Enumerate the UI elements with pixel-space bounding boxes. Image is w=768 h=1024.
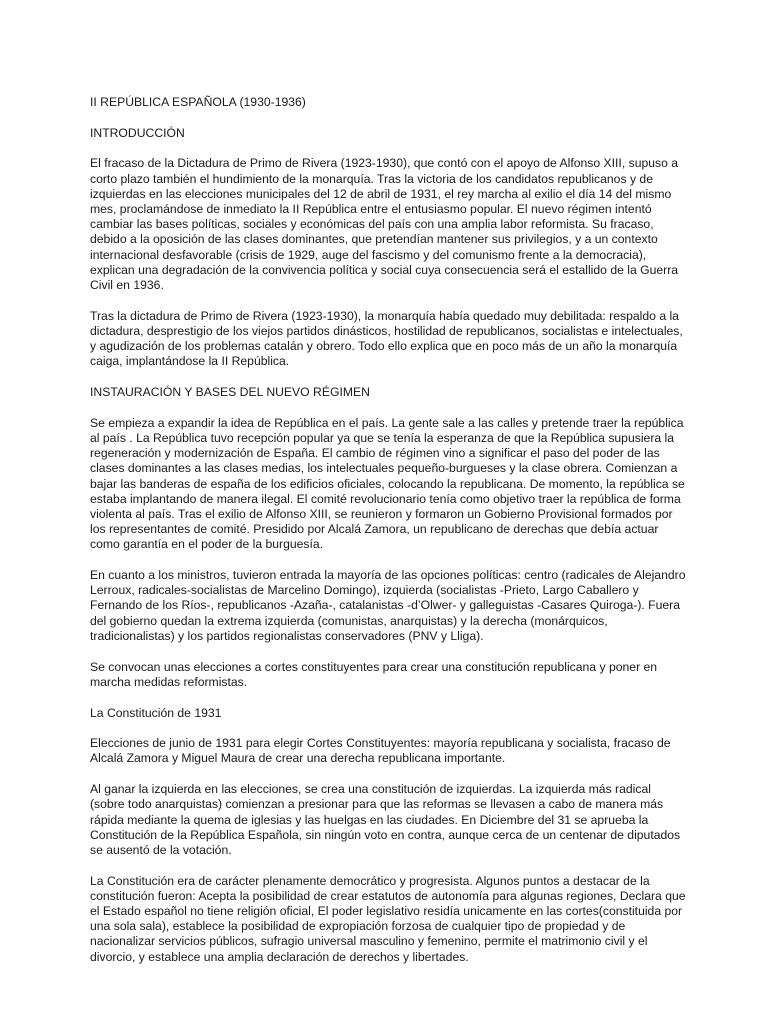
paragraph: En cuanto a los ministros, tuvieron entrada la mayoría de las opciones políticas: centro (radicales de Alejandro Lerroux, radicales-socialistas de Marcelino Domingo), izquierda (socialistas -Prieto, Largo Caballero y Fernando de los Ríos-, republicanos -Azaña-, catalanistas -d’Olwer- y galleguistas -Casares Quiroga-). Fuera del gobierno quedan la extrema izquierda (comunistas, anarquistas) y la derecha (monárquicos, tradicionalistas) y los partidos regionalistas conservadores (PNV y Lliga). — [90, 568, 686, 643]
paragraph: El fracaso de la Dictadura de Primo de Rivera (1923-1930), que contó con el apoyo de Alfonso XIII, supuso a corto plazo también el hundimiento de la monarquía. Tras la victoria de los candidatos republicanos y de izquierdas en las elecciones municipales del 12 de abril de 1931, el rey marcha al exilio el día 14 del mismo mes, proclamándose de inmediato la II República entre el entusiasmo popular. El nuevo régimen intentó cambiar las bases políticas, sociales y económicas del país con una amplia labor reformista. Su fracaso, debido a la oposición de las clases dominantes, que pretendían mantener sus privilegios, y a un contexto internacional desfavorable (crisis de 1929, auge del fascismo y del comunismo frente a la democracia), explican una degradación de la convivencia política y social cuya consecuencia será el estallido de la Guerra Civil en 1936. — [90, 156, 679, 293]
paragraph: Al ganar la izquierda en las elecciones, se crea una constitución de izquierdas. La izquierda más radical (sobre todo anarquistas) comienzan a presionar para que las reformas se llevasen a cabo de manera más rápida mediante la quema de iglesias y las huelgas en las ciudades. En Diciembre del 31 se aprueba la Constitución de la República Española, sin ningún voto en contra, aunque cerca de un centenar de diputados se ausentó de la votación. — [90, 782, 681, 857]
paragraph: Elecciones de junio de 1931 para elegir Cortes Constituyentes: mayoría republicana y socialista, fracaso de Alcalá Zamora y Miguel Maura de crear una derecha republicana importante. — [90, 736, 671, 766]
paragraph: Tras la dictadura de Primo de Rivera (1923-1930), la monarquía había quedado muy debilitada: respaldo a la dictadura, desprestigio de los viejos partidos dinásticos, hostilidad de republicanos, socialistas e intelectuales, y agudización de los problemas catalán y obrero. Todo ello explica que en poco más de un año la monarquía caiga, implantándose la II República. — [90, 308, 683, 369]
section-heading-instauracion: INSTAURACIÓN Y BASES DEL NUEVO RÉGIMEN — [90, 385, 370, 400]
section-heading-introduccion: INTRODUCCIÓN — [90, 125, 185, 140]
paragraph: Se convocan unas elecciones a cortes constituyentes para crear una constitución republicana y poner en marcha medidas reformistas. — [90, 659, 658, 689]
paragraph: Se empieza a expandir la idea de República en el país. La gente sale a las calles y pretende traer la república al país . La República tuvo recepción popular ya que se tenía la esperanza de que la República supusiera la regeneración y modernización de España. El cambio de régimen vino a significar el paso del poder de las clases dominantes a las clases medias, los intelectuales pequeño-burgueses y la clase obrera. Comienzan a bajar las banderas de españa de los edificios oficiales, colocando la republicana. De momento, la república se estaba implantando de manera ilegal. El comité revolucionario tenía como objetivo traer la república de forma violenta al país. Tras el exilio de Alfonso XIII, se reunieron y formaron un Gobierno Provisional formados por los representantes de comité. Presidido por Alcalá Zamora, un republicano de derechas que debía actuar como garantía en el poder de la burguesía. — [90, 415, 685, 552]
paragraph: La Constitución era de carácter plenamente democrático y progresista. Algunos puntos a destacar de la constitución fueron: Acepta la posibilidad de crear estatutos de autonomía para algunas regiones, Declara que el Estado español no tiene religión oficial, El poder legislativo residía unicamente en las cortes(constituida por una sola sala), establece la posibilidad de expropiación forzosa de cualquier tipo de propiedad y de nacionalizar servicios públicos, sufragio universal masculino y femenino, permite el matrimonio civil y el divorcio, y establece una amplia declaración de derechos y libertades. — [90, 873, 686, 964]
document-title: II REPÚBLICA ESPAÑOLA (1930-1936) — [90, 95, 306, 109]
section-heading-constitucion: La Constitución de 1931 — [90, 705, 222, 720]
